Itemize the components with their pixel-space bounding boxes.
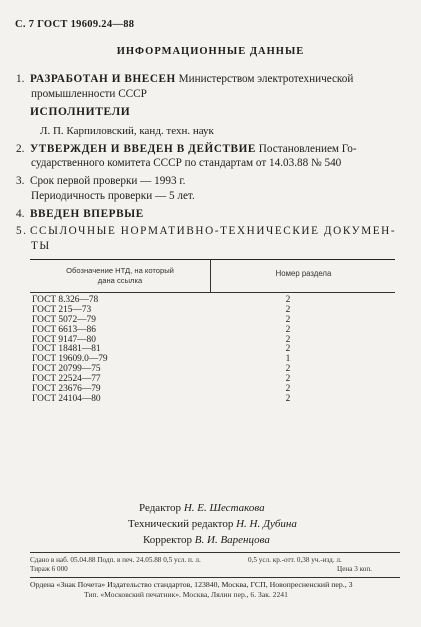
gost-designation: ГОСТ 9147—80: [32, 334, 96, 345]
gost-designation: ГОСТ 23676—79: [32, 384, 101, 395]
header-line: дана ссылка: [97, 276, 143, 285]
credit-editor: [139, 502, 265, 514]
table-header-rule: [30, 292, 395, 293]
gost-designation: ГОСТ 6613—86: [32, 324, 96, 335]
section-heading: УТВЕРЖДЕН И ВВЕДЕН В ДЕЙСТВИЕ: [30, 143, 256, 155]
section-number: 5.: [16, 225, 28, 237]
section-number-cell: 1: [285, 354, 291, 365]
section-heading: ССЫЛОЧНЫЕ НОРМАТИВНО-ТЕХНИЧЕСКИЕ ДОКУМЕН-: [30, 225, 397, 237]
reference-table-body: [32, 296, 395, 405]
table-row: [32, 395, 395, 405]
credit-name: В. И. Варенцова: [194, 534, 270, 546]
section-3: [16, 174, 185, 189]
table-top-rule: [30, 259, 395, 260]
executor-name: Л. П. Карпиловский, канд. техн. наук: [40, 125, 214, 137]
credit-label: Корректор: [143, 534, 193, 546]
section-heading: ВВЕДЕН ВПЕРВЫЕ: [30, 208, 144, 220]
table-column-divider: [210, 259, 211, 292]
section-number-cell: 2: [285, 344, 291, 355]
section-text: Министерством электротехнической: [175, 73, 354, 85]
section-number: 4.: [16, 208, 25, 220]
gost-designation: ГОСТ 20799—75: [32, 364, 101, 375]
table-header-section: Номер раздела: [275, 269, 332, 278]
imprint-dates: Сдано в наб. 05.04.88 Подп. в печ. 24.05.88 0,5 усл. п. л.: [30, 556, 201, 564]
section-number-cell: 2: [285, 304, 291, 315]
gost-designation: ГОСТ 215—73: [32, 304, 92, 315]
section-5-line2: ТЫ: [31, 240, 51, 252]
imprint-rule: [30, 552, 400, 553]
section-number-cell: 2: [285, 324, 291, 335]
gost-designation: ГОСТ 22524—77: [32, 374, 101, 385]
section-number: 3.: [16, 175, 25, 187]
credit-label: Редактор: [139, 502, 182, 514]
section-number-cell: 2: [285, 314, 291, 325]
section-number-cell: 2: [285, 393, 291, 404]
executors-heading: ИСПОЛНИТЕЛИ: [30, 106, 131, 118]
credit-label: Технический редактор: [128, 518, 234, 530]
imprint-price: Цена 3 коп.: [337, 565, 372, 573]
credit-name: Н. Е. Шестакова: [183, 502, 265, 514]
section-2-line2: сударственного комитета СССР по стандартам от 14.03.88 № 540: [31, 157, 342, 169]
imprint-volume: 0,5 усл. кр.-отт. 0,38 уч.-изд. л.: [248, 556, 342, 564]
section-5: [16, 224, 396, 239]
section-1-line2: промышленности СССР: [31, 88, 147, 100]
gost-designation: ГОСТ 24104—80: [32, 393, 101, 404]
printer-line: Тип. «Московский печатник». Москва, Лялин пер., 6. Зак. 2241: [84, 590, 288, 599]
page-title: ИНФОРМАЦИОННЫЕ ДАННЫЕ: [116, 46, 305, 57]
credit-corrector: [143, 534, 270, 546]
imprint-rule-2: [30, 577, 400, 578]
section-number-cell: 2: [285, 384, 291, 395]
page-header: С. 7 ГОСТ 19609.24—88: [15, 19, 135, 30]
gost-designation: ГОСТ 5072—79: [32, 314, 96, 325]
gost-designation: ГОСТ 19609.0—79: [32, 354, 108, 365]
gost-designation: ГОСТ 8.326—78: [32, 295, 99, 305]
credit-name: Н. Н. Дубина: [236, 518, 297, 530]
section-2: [16, 142, 357, 157]
credit-tech-editor: [128, 518, 297, 530]
section-4: [16, 207, 144, 222]
publisher-line: Ордена «Знак Почета» Издательство стандартов, 123840, Москва, ГСП, Новопресненский пер., 3: [30, 580, 353, 589]
gost-designation: ГОСТ 18481—81: [32, 344, 101, 355]
section-number-cell: 2: [285, 364, 291, 375]
section-number-cell: 2: [285, 295, 291, 305]
header-line: Обозначение НТД, на который: [66, 266, 174, 275]
section-number: 1.: [16, 73, 25, 85]
imprint-circulation: Тираж 6 000: [30, 565, 68, 573]
section-text: Срок первой проверки — 1993 г.: [30, 175, 186, 187]
section-3-line2: Периодичность проверки — 5 лет.: [31, 190, 195, 202]
table-header-designation: [32, 266, 208, 286]
section-text: Постановлением Го-: [256, 143, 357, 155]
section-heading: РАЗРАБОТАН И ВНЕСЕН: [30, 73, 176, 85]
section-number: 2.: [16, 143, 25, 155]
section-number-cell: 2: [285, 334, 291, 345]
section-number-cell: 2: [285, 374, 291, 385]
section-1: [16, 72, 353, 87]
